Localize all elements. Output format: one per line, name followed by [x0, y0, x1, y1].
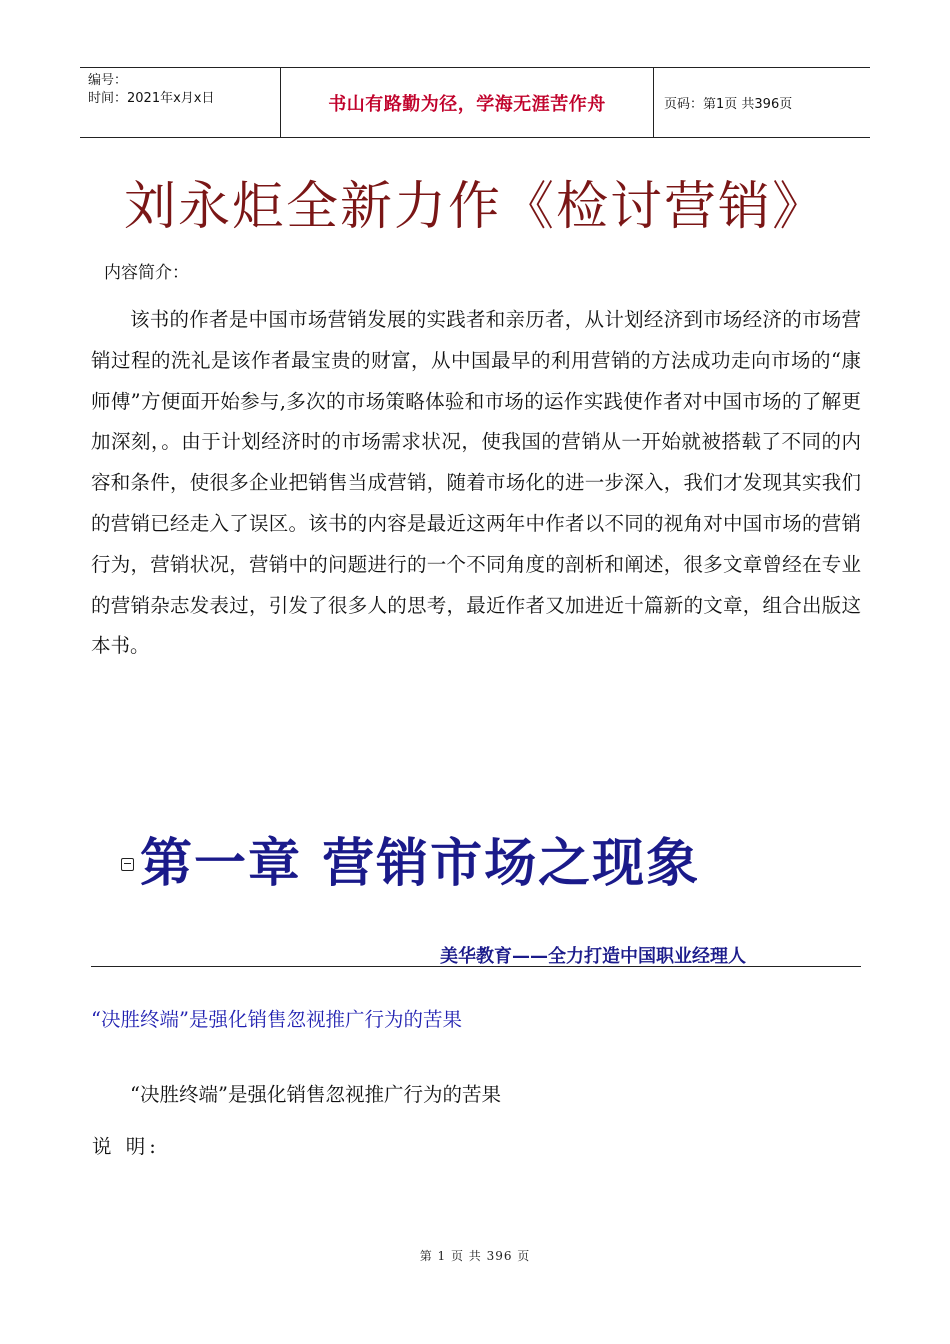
number-label: 编号：: [88, 73, 128, 88]
article-title: “决胜终端”是强化销售忽视推广行为的苦果: [130, 1083, 501, 1106]
intro-label: 内容简介：: [104, 263, 189, 283]
chapter-title: 第一章 营销市场之现象: [140, 833, 701, 894]
page-header-table: [80, 67, 870, 138]
header-page-info: 页码：第1页 共396页: [664, 97, 793, 112]
intro-paragraph: 该书的作者是中国市场营销发展的实践者和亲历者，从计划经济到市场经济的市场营销过程的洗礼是该作者最宝贵的财富，从中国最早的利用营销的方法成功走向市场的“康师傅”方便面开始参与,多次的市场策略体验和市场的运作实践使作者对中国市场的了解更加深刻，。由于计划经济时的市场需求状况，使我国的营销从一开始就被搭载了不同的内容和条件，使很多企业把销售当成营销，随着市场化的进一步深入，我们才发现其实我们的营销已经走入了误区。该书的内容是最近这两年中作者以不同的视角对中国市场的营销行为，营销状况，营销中的问题进行的一个不同角度的剖析和阐述，很多文章曾经在专业的营销杂志发表过，引发了很多人的思考，最近作者又加进近十篇新的文章，组合出版这本书。: [91, 308, 861, 658]
article-link[interactable]: “决胜终端”是强化销售忽视推广行为的苦果: [91, 1008, 462, 1031]
slogan: 美华教育——全力打造中国职业经理人: [440, 946, 746, 967]
page-footer: 第 1 页 共 396 页: [419, 1249, 531, 1263]
outline-box-icon: [121, 858, 134, 871]
header-motto: 书山有路勤为径，学海无涯苦作舟: [281, 68, 654, 137]
chapter-heading: [121, 822, 700, 894]
slogan-divider: [91, 966, 861, 967]
date-label: 时间：2021年x月x日: [88, 91, 215, 106]
explain-label: 说 明:: [92, 1135, 160, 1158]
header-meta-cell: [80, 68, 281, 137]
document-title: 刘永炬全新力作《检讨营销》: [123, 177, 826, 237]
